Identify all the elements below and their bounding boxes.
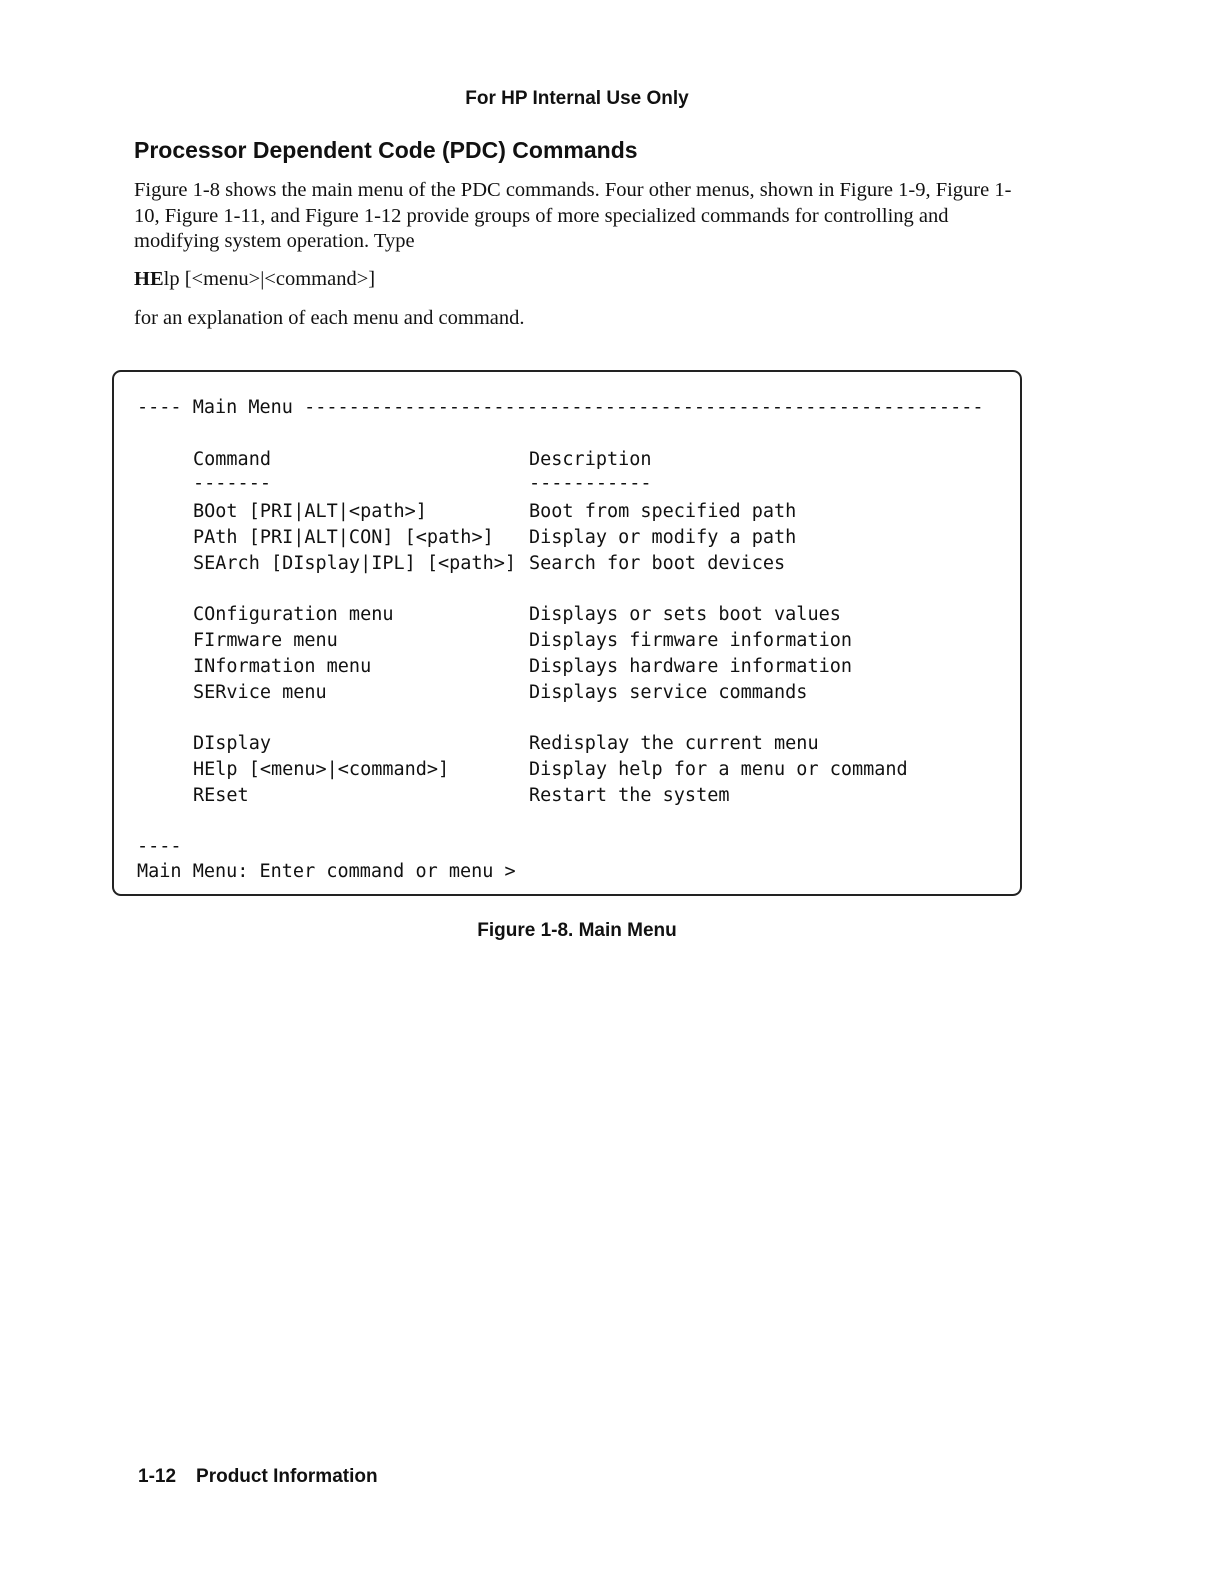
footer-section-name: Product Information [196,1466,378,1487]
terminal-title-line: ---- Main Menu ------------------------------------------------------------- [137,397,984,418]
command-column-header: Command [193,449,271,470]
page-number: 1-12 [138,1466,177,1487]
terminal-prompt: Main Menu: Enter command or menu > [137,861,516,882]
description-boot: Boot from specified path [529,501,797,522]
description-firmware: Displays firmware information [529,630,853,651]
help-syntax [134,268,375,291]
command-reset: REset [193,785,249,806]
terminal-separator: ---- [137,836,182,857]
command-configuration: COnfiguration menu [193,604,394,625]
description-help: Display help for a menu or command [529,759,908,780]
command-help: HElp [<menu>|<command>] [193,759,450,780]
description-header-underline: ----------- [529,473,652,494]
description-column-header: Description [529,449,652,470]
command-path: PAth [PRI|ALT|CON] [<path>] [193,527,494,548]
description-display: Redisplay the current menu [529,733,819,754]
help-syntax-bold: HE [134,268,164,290]
command-boot: BOot [PRI|ALT|<path>] [193,501,427,522]
section-title: Processor Dependent Code (PDC) Commands [134,137,638,163]
command-service: SERvice menu [193,682,327,703]
command-display: DIsplay [193,733,271,754]
description-service: Displays service commands [529,682,808,703]
command-search: SEArch [DIsplay|IPL] [<path>] [193,553,517,574]
intro-paragraph: Figure 1-8 shows the main menu of the PDC commands. Four other menus, shown in Figure 1-9, Figure 1-10, Figure 1-11, and Figure 1-12 provide groups of more specialized commands for controlling and modifying system operation. Type [134,179,1012,252]
description-information: Displays hardware information [529,656,853,677]
main-menu-terminal [112,370,1022,896]
description-path: Display or modify a path [529,527,797,548]
command-information: INformation menu [193,656,372,677]
description-reset: Restart the system [529,785,730,806]
description-search: Search for boot devices [529,553,786,574]
description-configuration: Displays or sets boot values [529,604,841,625]
page-footer [138,1466,378,1488]
internal-use-note: For HP Internal Use Only [465,88,689,109]
explanation-text: for an explanation of each menu and command. [134,307,525,329]
command-firmware: FIrmware menu [193,630,338,651]
figure-caption: Figure 1-8. Main Menu [477,920,677,941]
help-syntax-rest: lp [<menu>|<command>] [163,268,376,290]
command-header-underline: ------- [193,473,271,494]
